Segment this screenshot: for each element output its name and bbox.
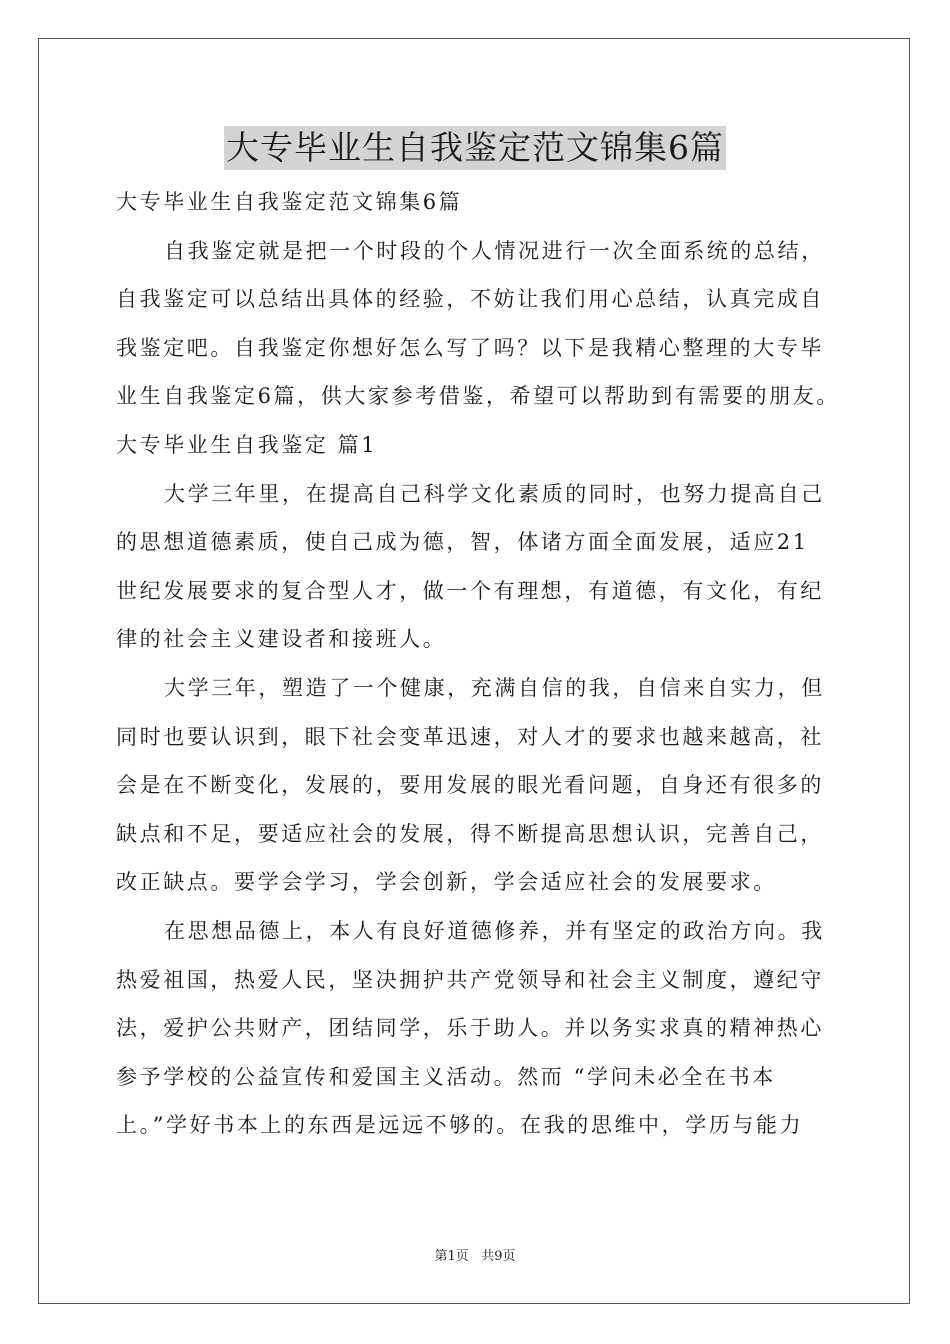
paragraph-line: 我鉴定吧。自我鉴定你想好怎么写了吗？以下是我精心整理的大专毕 — [116, 335, 824, 360]
paragraph-line: 缺点和不足，要适应社会的发展，得不断提高思想认识，完善自己， — [116, 821, 824, 846]
page-total: 共9页 — [481, 1249, 516, 1264]
paragraph-line: 自我鉴定可以总结出具体的经验，不妨让我们用心总结，认真完成自 — [116, 287, 824, 312]
paragraph-line: 改正缺点。要学会学习，学会创新，学会适应社会的发展要求。 — [116, 870, 777, 895]
document-title: 大专毕业生自我鉴定范文锦集6篇 — [224, 126, 726, 170]
paragraph-line: 热爱祖国，热爱人民，坚决拥护共产党领导和社会主义制度，遵纪守 — [116, 967, 824, 992]
paragraph-line: 同时也要认识到，眼下社会变革迅速，对人才的要求也越来越高，社 — [116, 724, 824, 749]
paragraph-line: 参予学校的公益宣传和爱国主义活动。然而 “学问未必全在书本 — [116, 1064, 776, 1089]
paragraph-line: 大学三年，塑造了一个健康，充满自信的我，自信来自实力，但 — [164, 675, 825, 700]
paragraph-line: 法，爱护公共财产，团结同学，乐于助人。并以务实求真的精神热心 — [116, 1016, 824, 1041]
page-number: 第1页 — [434, 1249, 469, 1264]
paragraph-line: 大学三年里，在提高自己科学文化素质的同时，也努力提高自己 — [164, 481, 825, 506]
paragraph-line: 的思想道德素质，使自己成为德，智，体诸方面全面发展，适应21 — [116, 530, 809, 555]
paragraph-line: 会是在不断变化，发展的，要用发展的眼光看问题，自身还有很多的 — [116, 773, 824, 798]
paragraph-line: 业生自我鉴定6篇，供大家参考借鉴，希望可以帮助到有需要的朋友。 — [116, 384, 840, 409]
paragraph-line: 上。”学好书本上的东西是远远不够的。在我的思维中，学历与能力 — [116, 1113, 804, 1138]
title-container — [0, 126, 950, 170]
document-body — [116, 178, 844, 1150]
paragraph-line: 世纪发展要求的复合型人才，做一个有理想，有道德，有文化，有纪 — [116, 578, 824, 603]
subtitle-line: 大专毕业生自我鉴定范文锦集6篇 — [116, 190, 463, 214]
page-footer — [0, 1245, 950, 1264]
paragraph-line: 在思想品德上，本人有良好道德修养，并有坚定的政治方向。我 — [164, 918, 825, 943]
paragraph-line: 自我鉴定就是把一个时段的个人情况进行一次全面系统的总结， — [164, 238, 825, 263]
section-heading: 大专毕业生自我鉴定 篇1 — [116, 432, 378, 457]
paragraph-line: 律的社会主义建设者和接班人。 — [116, 627, 447, 652]
